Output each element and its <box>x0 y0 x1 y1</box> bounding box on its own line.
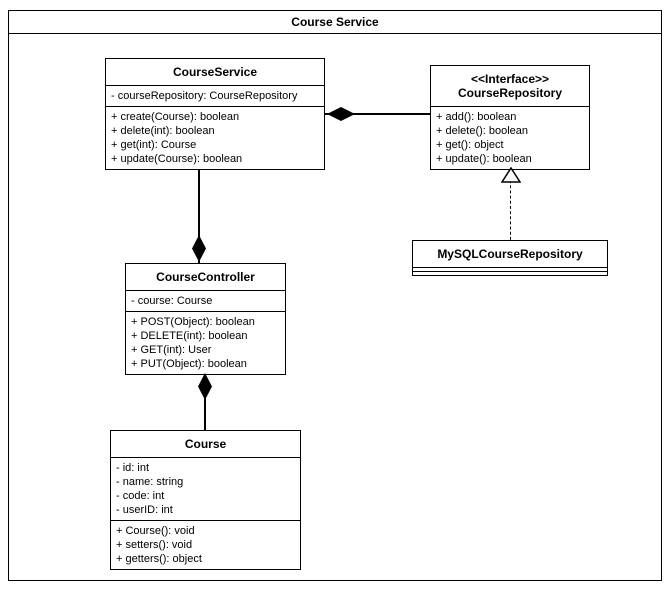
frame-title: Course Service <box>9 11 661 34</box>
class-courseservice[interactable] <box>105 58 325 170</box>
class-course[interactable] <box>110 430 301 570</box>
method-line: + update(): boolean <box>436 153 532 165</box>
attributes-compartment <box>126 290 285 311</box>
method-line: + add(): boolean <box>436 111 517 123</box>
class-title <box>431 66 589 106</box>
method-line: + delete(int): boolean <box>111 125 215 137</box>
method-line: + GET(int): User <box>131 344 212 356</box>
method-line: + PUT(Object): boolean <box>131 358 247 370</box>
attribute-line: - courseRepository: CourseRepository <box>111 90 298 102</box>
link-mysqlcourserepository-courserepository[interactable] <box>510 175 511 245</box>
method-line: + update(Course): boolean <box>111 153 243 165</box>
attribute-line: - id: int <box>116 462 150 474</box>
attribute-line: - name: string <box>116 476 184 488</box>
class-coursecontroller[interactable] <box>125 263 286 375</box>
method-line: + get(): object <box>436 139 504 151</box>
method-line: + Course(): void <box>116 525 195 537</box>
method-line: + setters(): void <box>116 539 193 551</box>
class-title: CourseService <box>172 65 258 79</box>
class-courserepository[interactable] <box>430 65 590 170</box>
attribute-line: - code: int <box>116 490 165 502</box>
attribute-line: - course: Course <box>131 295 213 307</box>
methods-compartment <box>106 106 324 169</box>
class-title: CourseController <box>156 270 255 284</box>
method-line: + DELETE(int): boolean <box>131 330 248 342</box>
empty-methods-compartment <box>413 271 607 275</box>
realization-arrow-icon <box>501 167 521 183</box>
attribute-line: - userID: int <box>116 504 173 516</box>
methods-compartment <box>431 106 589 169</box>
attributes-compartment <box>106 85 324 106</box>
class-mysqlcourserepository[interactable] <box>412 240 608 276</box>
method-line: + POST(Object): boolean <box>131 316 255 328</box>
class-title: Course <box>184 437 227 451</box>
methods-compartment <box>126 311 285 374</box>
method-line: + getters(): object <box>116 553 202 565</box>
method-line: + delete(): boolean <box>436 125 529 137</box>
methods-compartment <box>111 520 300 569</box>
stereotype-label: <<Interface>> <box>470 72 550 86</box>
attributes-compartment <box>111 457 300 520</box>
method-line: + get(int): Course <box>111 139 197 151</box>
class-name: CourseRepository <box>457 86 563 100</box>
class-title: MySQLCourseRepository <box>437 247 583 261</box>
method-line: + create(Course): boolean <box>111 111 240 123</box>
